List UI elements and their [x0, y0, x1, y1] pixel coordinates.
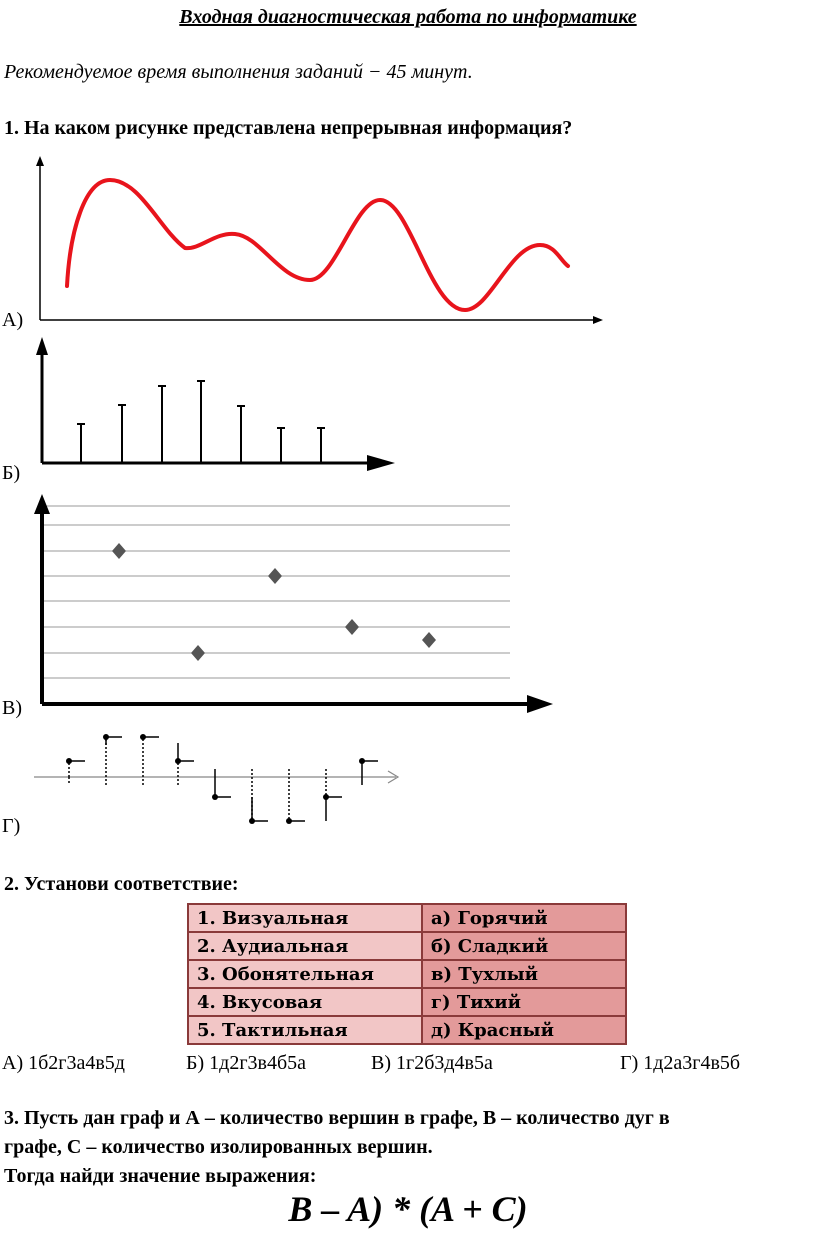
question-3-line-2: графе, С – количество изолированных вершин. — [4, 1136, 433, 1158]
figure-a-x-arrow — [593, 316, 603, 324]
table-row — [188, 904, 626, 932]
figure-v-markers — [112, 543, 436, 661]
continuous-curve — [67, 180, 568, 310]
table-cell: 4. Вкусовая — [188, 988, 422, 1016]
table-row — [188, 1016, 626, 1044]
formula: B – A) * (A + C) — [288, 1189, 528, 1229]
figure-g-sampled — [0, 727, 420, 837]
figure-g-samples — [69, 737, 378, 821]
figure-b-y-arrow — [36, 337, 48, 355]
question-3-line-1: 3. Пусть дан граф и А – количество вершин в графе, В – количество дуг в — [4, 1107, 670, 1129]
figure-b-sticks — [77, 381, 325, 463]
figure-a-continuous — [0, 150, 620, 330]
figure-b-x-arrow — [367, 455, 395, 471]
table-cell: а) Горячий — [422, 904, 626, 932]
page-title: Входная диагностическая работа по информатике — [179, 6, 637, 28]
table-cell: 2. Аудиальная — [188, 932, 422, 960]
table-row — [188, 932, 626, 960]
answer-option-v: В) 1г2б3д4в5а — [371, 1052, 493, 1074]
table-cell: 5. Тактильная — [188, 1016, 422, 1044]
figure-b-discrete — [0, 333, 420, 473]
table-cell: д) Красный — [422, 1016, 626, 1044]
table-row — [188, 988, 626, 1016]
label-v: В) — [2, 697, 22, 719]
label-a: А) — [2, 309, 24, 331]
table-cell: 3. Обонятельная — [188, 960, 422, 988]
figure-v-grid — [42, 506, 510, 678]
question-3-line-3: Тогда найди значение выражения: — [4, 1165, 317, 1187]
figure-v-y-arrow — [34, 494, 50, 514]
figure-v-x-arrow — [527, 695, 553, 713]
label-g: Г) — [2, 815, 21, 837]
time-note: Рекомендуемое время выполнения заданий − 45 минут. — [4, 61, 473, 83]
question-3 — [4, 1104, 816, 1191]
answer-option-g: Г) 1д2а3г4в5б — [620, 1052, 741, 1074]
figure-v-points — [0, 488, 560, 718]
figure-a-y-arrow — [36, 156, 44, 166]
label-b: Б) — [2, 462, 21, 484]
question-1: 1. На каком рисунке представлена непрерывная информация? — [4, 117, 573, 139]
table-row — [188, 960, 626, 988]
table-cell: г) Тихий — [422, 988, 626, 1016]
matching-table — [187, 903, 627, 1045]
question-2: 2. Установи соответствие: — [4, 873, 239, 895]
answer-option-b: Б) 1д2г3в4б5а — [186, 1052, 307, 1074]
table-cell: 1. Визуальная — [188, 904, 422, 932]
answer-option-a: А) 1б2г3а4в5д — [2, 1052, 125, 1074]
table-cell: б) Сладкий — [422, 932, 626, 960]
table-cell: в) Тухлый — [422, 960, 626, 988]
